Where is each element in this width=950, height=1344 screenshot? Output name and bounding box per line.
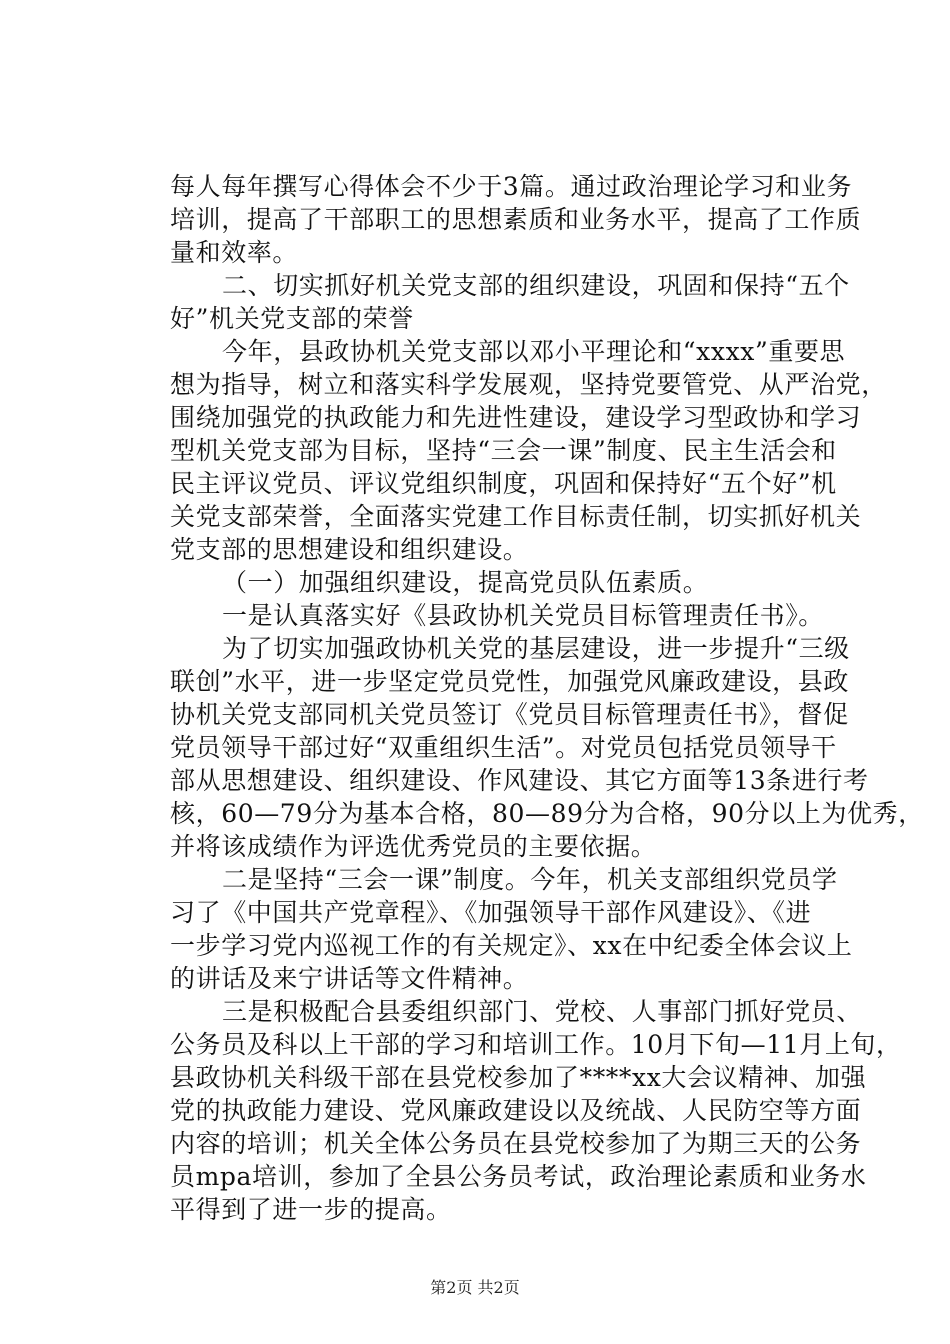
text-line-6: 今年，县政协机关党支部以邓小平理论和“xxxx”重要思 — [222, 337, 846, 366]
text-line-17: 协机关党支部同机关党员签订《党员目标管理责任书》，督促 — [170, 700, 849, 729]
text-line-23: 习了《中国共产党章程》、《加强领导干部作风建设》、《进 — [170, 898, 812, 927]
text-line-10: 民主评议党员、评议党组织制度，巩固和保持好“五个好”机 — [170, 469, 837, 498]
text-line-2: 培训，提高了干部职工的思想素质和业务水平，提高了工作质 — [170, 205, 862, 234]
text-line-28: 县政协机关科级干部在县党校参加了****xx大会议精神、加强 — [170, 1063, 867, 1092]
text-line-24: 一步学习党内巡视工作的有关规定》、xx在中纪委全体会议上 — [170, 931, 853, 960]
section-heading-2: 二、切实抓好机关党支部的组织建设，巩固和保持“五个 — [222, 271, 850, 300]
text-line-22: 二是坚持“三会一课”制度。今年，机关支部组织党员学 — [222, 865, 838, 894]
text-line-32: 平得到了进一步的提高。 — [170, 1195, 452, 1224]
body-text — [170, 170, 924, 1226]
text-line-11: 关党支部荣誉，全面落实党建工作目标责任制，切实抓好机关 — [170, 502, 862, 531]
text-line-18: 党员领导干部过好“双重组织生活”。对党员包括党员领导干 — [170, 733, 837, 762]
text-line-31: 员mpa培训，参加了全县公务员考试，政治理论素质和业务水 — [170, 1162, 867, 1191]
text-line-8: 围绕加强党的执政能力和先进性建设，建设学习型政协和学习 — [170, 403, 862, 432]
text-line-29: 党的执政能力建设、党风廉政建设以及统战、人民防空等方面 — [170, 1096, 862, 1125]
text-line-12: 党支部的思想建设和组织建设。 — [170, 535, 529, 564]
text-line-15: 为了切实加强政协机关党的基层建设，进一步提升“三级 — [222, 634, 850, 663]
text-line-3: 量和效率。 — [170, 238, 299, 267]
page-footer: 第2页 共2页 — [430, 1278, 520, 1297]
text-line-1: 每人每年撰写心得体会不少于3篇。通过政治理论学习和业务 — [170, 172, 853, 201]
text-line-14: 一是认真落实好《县政协机关党员目标管理责任书》。 — [222, 601, 824, 630]
text-line-20: 核，60—79分为基本合格，80—89分为合格，90分以上为优秀， — [170, 799, 924, 828]
text-line-7: 想为指导，树立和落实科学发展观，坚持党要管党、从严治党， — [170, 370, 887, 399]
text-line-16: 联创”水平，进一步坚定党员党性，加强党风廉政建设，县政 — [170, 667, 849, 696]
text-line-19: 部从思想建设、组织建设、作风建设、其它方面等13条进行考 — [170, 766, 869, 795]
text-line-25: 的讲话及来宁讲话等文件精神。 — [170, 964, 529, 993]
text-line-27: 公务员及科以上干部的学习和培训工作。10月下旬—11月上旬， — [170, 1030, 902, 1059]
text-line-21: 并将该成绩作为评选优秀党员的主要依据。 — [170, 832, 657, 861]
text-line-26: 三是积极配合县委组织部门、党校、人事部门抓好党员、 — [222, 997, 863, 1026]
text-line-9: 型机关党支部为目标，坚持“三会一课”制度、民主生活会和 — [170, 436, 837, 465]
subsection-heading-1: （一）加强组织建设，提高党员队伍素质。 — [222, 568, 709, 597]
section-heading-2-cont: 好”机关党支部的荣誉 — [170, 304, 414, 333]
text-line-30: 内容的培训；机关全体公务员在县党校参加了为期三天的公务 — [170, 1129, 862, 1158]
